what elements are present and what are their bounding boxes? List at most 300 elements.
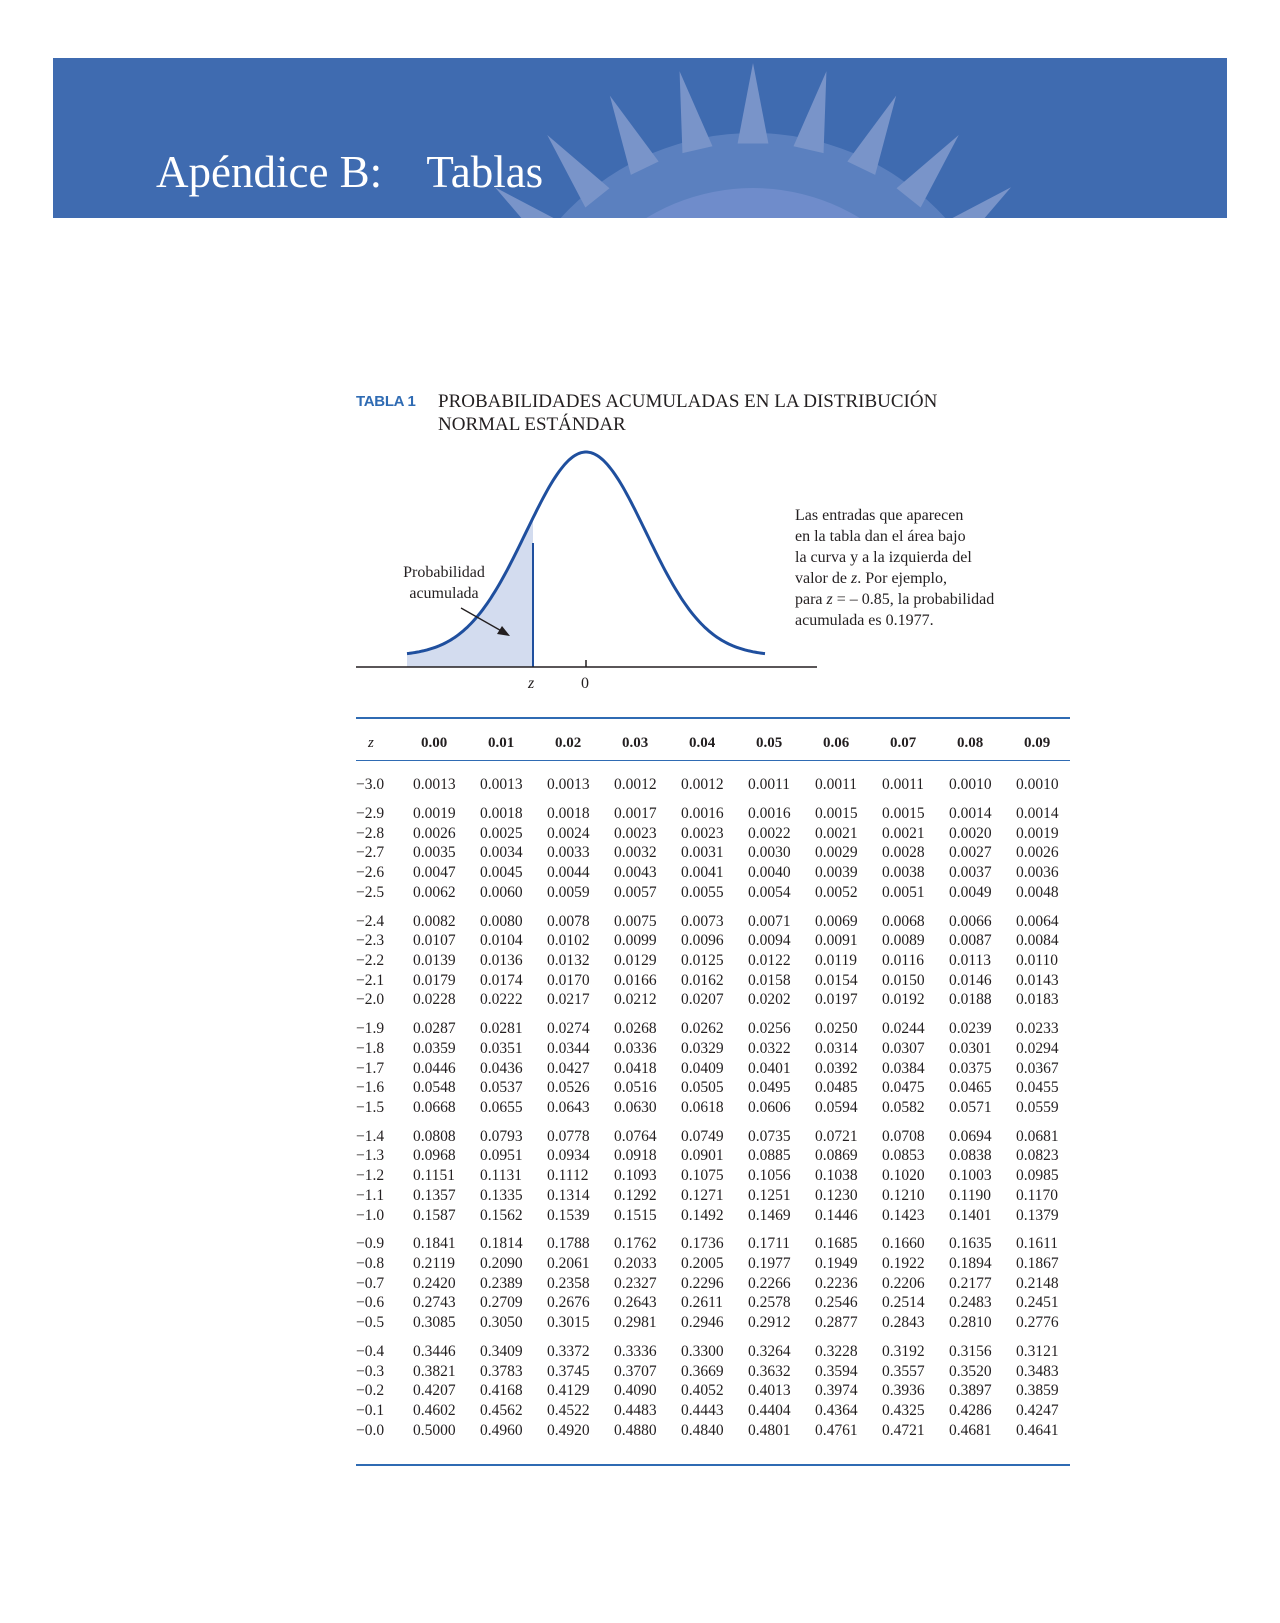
table-cell: 0.0139 — [413, 951, 456, 969]
table-cell: 0.1587 — [413, 1206, 456, 1224]
table-cell: 0.3974 — [815, 1382, 858, 1400]
table-cell: 0.1736 — [681, 1235, 724, 1253]
table-cell: 0.1423 — [882, 1206, 925, 1224]
table-row — [356, 1187, 1070, 1207]
table-cell: 0.0037 — [949, 863, 992, 881]
table-cell: 0.2389 — [480, 1274, 523, 1292]
table-cell: 0.0036 — [1016, 863, 1059, 881]
table-cell: 0.0038 — [882, 863, 925, 881]
table-cell: 0.0025 — [480, 824, 523, 842]
table-cell: 0.0013 — [547, 776, 590, 793]
table-cell: 0.0027 — [949, 844, 992, 862]
table-row — [356, 1343, 1070, 1363]
table-cell: 0.0162 — [681, 971, 724, 989]
table-cell: 0.1230 — [815, 1186, 858, 1204]
table-cell: 0.0681 — [1016, 1127, 1059, 1145]
table-cell: 0.3156 — [949, 1343, 992, 1360]
row-z-value: −0.4 — [356, 1343, 385, 1360]
table-cell: 0.0375 — [949, 1059, 992, 1077]
table-row — [356, 1128, 1070, 1148]
row-z-value: −0.2 — [356, 1382, 385, 1400]
table-cell: 0.0274 — [547, 1020, 590, 1038]
table-cell: 0.0011 — [815, 776, 858, 793]
table-cell: 0.3520 — [949, 1362, 992, 1380]
column-header: 0.06 — [823, 735, 850, 751]
desc-line5: para z = – 0.85, la probabilidad — [795, 591, 995, 608]
table-cell: 0.0107 — [413, 932, 456, 950]
table-cell: 0.2296 — [681, 1274, 724, 1292]
table-cell: 0.3821 — [413, 1362, 456, 1380]
table-row — [356, 1363, 1070, 1383]
table-cell: 0.0170 — [547, 971, 590, 989]
table-cell: 0.0212 — [614, 991, 657, 1009]
table-cell: 0.0594 — [815, 1098, 858, 1116]
table-cell: 0.0022 — [748, 824, 791, 842]
table-cell: 0.1788 — [547, 1235, 590, 1253]
table-cell: 0.4880 — [614, 1421, 657, 1439]
table-cell: 0.1335 — [480, 1186, 523, 1204]
desc-line1: Las entradas que aparecen — [795, 507, 964, 524]
table-cell: 0.0035 — [413, 844, 456, 862]
table-cell: 0.4247 — [1016, 1402, 1059, 1420]
row-z-value: −0.1 — [356, 1402, 385, 1420]
table-cell: 0.1539 — [547, 1206, 590, 1224]
table-cell: 0.2578 — [748, 1294, 791, 1312]
table-cell: 0.4721 — [882, 1421, 925, 1439]
column-header-z: z — [368, 735, 374, 751]
table-cell: 0.0764 — [614, 1127, 657, 1145]
prob-label-line1: Probabilidad — [403, 564, 485, 581]
table-cell: 0.1469 — [748, 1206, 791, 1224]
table-cell: 0.0023 — [614, 824, 657, 842]
table-cell: 0.2005 — [681, 1255, 724, 1273]
table-cell: 0.0392 — [815, 1059, 858, 1077]
table-cell: 0.4483 — [614, 1402, 657, 1420]
table-cell: 0.0901 — [681, 1147, 724, 1165]
table-cell: 0.1814 — [480, 1235, 523, 1253]
table-cell: 0.1611 — [1016, 1235, 1059, 1253]
table-cell: 0.0455 — [1016, 1079, 1059, 1097]
table-cell: 0.0359 — [413, 1039, 456, 1057]
table-row — [356, 972, 1070, 992]
table-cell: 0.4325 — [882, 1402, 925, 1420]
table-row — [356, 1402, 1070, 1422]
table-cell: 0.0537 — [480, 1079, 523, 1097]
table-cell: 0.4129 — [547, 1382, 590, 1400]
row-z-value: −1.6 — [356, 1079, 385, 1097]
table-cell: 0.0047 — [413, 863, 456, 881]
table-cell: 0.3085 — [413, 1314, 456, 1332]
table-cell: 0.4761 — [815, 1421, 858, 1439]
table-cell: 0.1492 — [681, 1206, 724, 1224]
table-cell: 0.0281 — [480, 1020, 523, 1038]
table-cell: 0.0418 — [614, 1059, 657, 1077]
table-cell: 0.0010 — [1016, 776, 1059, 793]
table-cell: 0.4404 — [748, 1402, 791, 1420]
table-cell: 0.1379 — [1016, 1206, 1059, 1224]
table-cell: 0.0262 — [681, 1020, 724, 1038]
table-cell: 0.0869 — [815, 1147, 858, 1165]
table-cell: 0.0012 — [681, 776, 724, 793]
table-cell: 0.0080 — [480, 912, 523, 930]
row-z-value: −2.2 — [356, 951, 385, 969]
table-cell: 0.0559 — [1016, 1098, 1059, 1116]
table-cell: 0.0934 — [547, 1147, 590, 1165]
table-cell: 0.0294 — [1016, 1039, 1059, 1057]
row-z-value: −2.6 — [356, 863, 385, 881]
column-header: 0.05 — [756, 735, 783, 751]
table-cell: 0.0041 — [681, 863, 724, 881]
column-header: 0.09 — [1024, 735, 1051, 751]
table-row — [356, 1422, 1070, 1442]
table-cell: 0.0808 — [413, 1127, 456, 1145]
table-cell: 0.4920 — [547, 1421, 590, 1439]
table-row — [356, 991, 1070, 1011]
table-cell: 0.0668 — [413, 1098, 456, 1116]
table-cell: 0.0174 — [480, 971, 523, 989]
table-cell: 0.0014 — [1016, 804, 1059, 822]
table-cell: 0.0075 — [614, 912, 657, 930]
row-z-value: −2.0 — [356, 991, 385, 1009]
table-cell: 0.0307 — [882, 1039, 925, 1057]
row-z-value: −1.9 — [356, 1020, 385, 1038]
table-cell: 0.1131 — [480, 1167, 523, 1185]
table-cell: 0.0084 — [1016, 932, 1059, 950]
table-cell: 0.1003 — [949, 1167, 992, 1185]
table-cell: 0.0749 — [681, 1127, 724, 1145]
normal-curve-figure — [0, 0, 1280, 720]
table-cell: 0.4052 — [681, 1382, 724, 1400]
table-cell: 0.3557 — [882, 1362, 925, 1380]
table-cell: 0.0034 — [480, 844, 523, 862]
table-cell: 0.2451 — [1016, 1294, 1059, 1312]
table-cell: 0.5000 — [413, 1421, 456, 1439]
table-cell: 0.2709 — [480, 1294, 523, 1312]
table-row — [356, 1235, 1070, 1255]
table-cell: 0.0129 — [614, 951, 657, 969]
table-cell: 0.0066 — [949, 912, 992, 930]
axis-zero-label: 0 — [581, 675, 589, 692]
table-cell: 0.1446 — [815, 1206, 858, 1224]
table-cell: 0.2611 — [681, 1294, 724, 1312]
table-cell: 0.0250 — [815, 1020, 858, 1038]
row-z-value: −1.5 — [356, 1098, 385, 1116]
table-cell: 0.2912 — [748, 1314, 791, 1332]
table-cell: 0.0146 — [949, 971, 992, 989]
table-cell: 0.0055 — [681, 883, 724, 901]
row-z-value: −2.1 — [356, 971, 385, 989]
table-cell: 0.1635 — [949, 1235, 992, 1253]
table-cell: 0.0166 — [614, 971, 657, 989]
table-row — [356, 864, 1070, 884]
table-cell: 0.0020 — [949, 824, 992, 842]
table-cell: 0.1515 — [614, 1206, 657, 1224]
table-cell: 0.0011 — [882, 776, 925, 793]
table-cell: 0.1685 — [815, 1235, 858, 1253]
table-cell: 0.1922 — [882, 1255, 925, 1273]
table-cell: 0.0838 — [949, 1147, 992, 1165]
table-cell: 0.1894 — [949, 1255, 992, 1273]
table-cell: 0.0021 — [815, 824, 858, 842]
table-cell: 0.0099 — [614, 932, 657, 950]
table-cell: 0.0367 — [1016, 1059, 1059, 1077]
table-cell: 0.0010 — [949, 776, 992, 793]
table-cell: 0.0150 — [882, 971, 925, 989]
table-cell: 0.0244 — [882, 1020, 925, 1038]
desc-line4: valor de z. Por ejemplo, — [795, 570, 947, 587]
table-cell: 0.4602 — [413, 1402, 456, 1420]
table-cell: 0.0217 — [547, 991, 590, 1009]
table-cell: 0.0019 — [1016, 824, 1059, 842]
table-title-line2: NORMAL ESTÁNDAR — [438, 414, 626, 435]
table-cell: 0.3050 — [480, 1314, 523, 1332]
table-cell: 0.1210 — [882, 1186, 925, 1204]
table-cell: 0.2206 — [882, 1274, 925, 1292]
table-cell: 0.2327 — [614, 1274, 657, 1292]
table-row — [356, 825, 1070, 845]
table-cell: 0.2177 — [949, 1274, 992, 1292]
table-cell: 0.0044 — [547, 863, 590, 881]
table-cell: 0.4013 — [748, 1382, 791, 1400]
table-cell: 0.0655 — [480, 1098, 523, 1116]
table-cell: 0.0039 — [815, 863, 858, 881]
table-cell: 0.2483 — [949, 1294, 992, 1312]
table-cell: 0.0122 — [748, 951, 791, 969]
table-cell: 0.0104 — [480, 932, 523, 950]
table-cell: 0.0049 — [949, 883, 992, 901]
table-cell: 0.0068 — [882, 912, 925, 930]
table-cell: 0.0401 — [748, 1059, 791, 1077]
row-z-value: −0.9 — [356, 1235, 385, 1253]
table-row — [356, 805, 1070, 825]
table-cell: 0.4168 — [480, 1382, 523, 1400]
table-row — [356, 1079, 1070, 1099]
table-cell: 0.0505 — [681, 1079, 724, 1097]
row-z-value: −0.6 — [356, 1294, 385, 1312]
table-cell: 0.2420 — [413, 1274, 456, 1292]
row-z-value: −2.4 — [356, 912, 385, 930]
table-cell: 0.0239 — [949, 1020, 992, 1038]
table-cell: 0.0110 — [1016, 951, 1059, 969]
table-cell: 0.3936 — [882, 1382, 925, 1400]
table-row — [356, 776, 1070, 796]
table-cell: 0.3669 — [681, 1362, 724, 1380]
table-cell: 0.0018 — [547, 804, 590, 822]
table-cell: 0.1271 — [681, 1186, 724, 1204]
table-cell: 0.0014 — [949, 804, 992, 822]
table-cell: 0.0032 — [614, 844, 657, 862]
table-cell: 0.4801 — [748, 1421, 791, 1439]
table-cell: 0.3446 — [413, 1343, 456, 1360]
table-cell: 0.0571 — [949, 1098, 992, 1116]
table-cell: 0.0885 — [748, 1147, 791, 1165]
table-cell: 0.0119 — [815, 951, 858, 969]
table-cell: 0.2358 — [547, 1274, 590, 1292]
table-cell: 0.0051 — [882, 883, 925, 901]
table-cell: 0.0057 — [614, 883, 657, 901]
table-cell: 0.0017 — [614, 804, 657, 822]
table-bottom-rule — [356, 1464, 1070, 1466]
table-cell: 0.3594 — [815, 1362, 858, 1380]
table-cell: 0.0091 — [815, 932, 858, 950]
row-z-value: −2.5 — [356, 883, 385, 901]
table-header-rule — [356, 760, 1070, 761]
table-cell: 0.3745 — [547, 1362, 590, 1380]
table-cell: 0.3121 — [1016, 1343, 1059, 1360]
table-title-line1: PROBABILIDADES ACUMULADAS EN LA DISTRIBUCIÓN — [438, 391, 938, 412]
table-cell: 0.0436 — [480, 1059, 523, 1077]
table-cell: 0.0125 — [681, 951, 724, 969]
table-cell: 0.4641 — [1016, 1421, 1059, 1439]
table-cell: 0.0228 — [413, 991, 456, 1009]
table-cell: 0.0094 — [748, 932, 791, 950]
table-row — [356, 1255, 1070, 1275]
table-cell: 0.0054 — [748, 883, 791, 901]
cumulative-probability-label — [394, 562, 494, 604]
table-cell: 0.0015 — [882, 804, 925, 822]
table-cell: 0.1251 — [748, 1186, 791, 1204]
table-cell: 0.0495 — [748, 1079, 791, 1097]
table-cell: 0.0132 — [547, 951, 590, 969]
table-cell: 0.1711 — [748, 1235, 791, 1253]
table-cell: 0.0019 — [413, 804, 456, 822]
table-cell: 0.0197 — [815, 991, 858, 1009]
table-cell: 0.3336 — [614, 1343, 657, 1360]
table-cell: 0.4681 — [949, 1421, 992, 1439]
table-cell: 0.0548 — [413, 1079, 456, 1097]
table-row — [356, 1060, 1070, 1080]
table-cell: 0.4364 — [815, 1402, 858, 1420]
table-cell: 0.0853 — [882, 1147, 925, 1165]
table-cell: 0.3264 — [748, 1343, 791, 1360]
table-cell: 0.2546 — [815, 1294, 858, 1312]
table-cell: 0.0475 — [882, 1079, 925, 1097]
column-header: 0.03 — [622, 735, 649, 751]
table-cell: 0.4840 — [681, 1421, 724, 1439]
table-cell: 0.0102 — [547, 932, 590, 950]
table-cell: 0.4443 — [681, 1402, 724, 1420]
table-cell: 0.0202 — [748, 991, 791, 1009]
table-cell: 0.0301 — [949, 1039, 992, 1057]
table-cell: 0.3897 — [949, 1382, 992, 1400]
table-cell: 0.1562 — [480, 1206, 523, 1224]
table-cell: 0.0043 — [614, 863, 657, 881]
table-cell: 0.0073 — [681, 912, 724, 930]
table-cell: 0.0136 — [480, 951, 523, 969]
prob-label-line2: acumulada — [409, 585, 479, 602]
table-cell: 0.1292 — [614, 1186, 657, 1204]
table-cell: 0.3483 — [1016, 1362, 1059, 1380]
table-cell: 0.1660 — [882, 1235, 925, 1253]
table-cell: 0.1151 — [413, 1167, 456, 1185]
table-row — [356, 1207, 1070, 1227]
table-cell: 0.0026 — [1016, 844, 1059, 862]
row-z-value: −1.7 — [356, 1059, 385, 1077]
table-cell: 0.3228 — [815, 1343, 858, 1360]
table-cell: 0.2266 — [748, 1274, 791, 1292]
table-cell: 0.1056 — [748, 1167, 791, 1185]
table-cell: 0.0031 — [681, 844, 724, 862]
table-cell: 0.0012 — [614, 776, 657, 793]
table-cell: 0.0069 — [815, 912, 858, 930]
table-cell: 0.0018 — [480, 804, 523, 822]
table-cell: 0.1949 — [815, 1255, 858, 1273]
table-cell: 0.0016 — [681, 804, 724, 822]
table-cell: 0.0735 — [748, 1127, 791, 1145]
desc-line6: acumulada es 0.1977. — [795, 612, 934, 629]
table-cell: 0.0384 — [882, 1059, 925, 1077]
table-cell: 0.1977 — [748, 1255, 791, 1273]
table-cell: 0.0154 — [815, 971, 858, 989]
table-number: TABLA 1 — [356, 393, 416, 410]
table-cell: 0.3707 — [614, 1362, 657, 1380]
table-cell: 0.0059 — [547, 883, 590, 901]
table-cell: 0.0188 — [949, 991, 992, 1009]
table-top-rule — [356, 717, 1070, 719]
row-z-value: −1.1 — [356, 1186, 385, 1204]
table-cell: 0.4960 — [480, 1421, 523, 1439]
table-cell: 0.0023 — [681, 824, 724, 842]
table-cell: 0.0183 — [1016, 991, 1059, 1009]
table-cell: 0.2643 — [614, 1294, 657, 1312]
table-body — [356, 776, 1070, 1441]
table-cell: 0.3632 — [748, 1362, 791, 1380]
table-cell: 0.1020 — [882, 1167, 925, 1185]
row-z-value: −1.8 — [356, 1039, 385, 1057]
row-z-value: −0.5 — [356, 1314, 385, 1332]
table-cell: 0.0643 — [547, 1098, 590, 1116]
table-cell: 0.1038 — [815, 1167, 858, 1185]
table-cell: 0.0030 — [748, 844, 791, 862]
table-cell: 0.0179 — [413, 971, 456, 989]
table-cell: 0.0026 — [413, 824, 456, 842]
table-cell: 0.0082 — [413, 912, 456, 930]
table-cell: 0.0314 — [815, 1039, 858, 1057]
table-cell: 0.0013 — [480, 776, 523, 793]
column-header: 0.02 — [555, 735, 582, 751]
column-header: 0.01 — [488, 735, 515, 751]
table-cell: 0.0113 — [949, 951, 992, 969]
table-cell: 0.3300 — [681, 1343, 724, 1360]
table-cell: 0.2843 — [882, 1314, 925, 1332]
table-cell: 0.0192 — [882, 991, 925, 1009]
table-cell: 0.0268 — [614, 1020, 657, 1038]
table-cell: 0.0089 — [882, 932, 925, 950]
desc-line3: la curva y a la izquierda del — [795, 549, 972, 566]
table-row — [356, 1099, 1070, 1119]
table-cell: 0.4090 — [614, 1382, 657, 1400]
table-cell: 0.2090 — [480, 1255, 523, 1273]
column-header: 0.04 — [689, 735, 716, 751]
table-cell: 0.0322 — [748, 1039, 791, 1057]
row-z-value: −1.0 — [356, 1206, 385, 1224]
table-cell: 0.3192 — [882, 1343, 925, 1360]
column-header: 0.08 — [957, 735, 984, 751]
table-cell: 0.0116 — [882, 951, 925, 969]
table-cell: 0.0052 — [815, 883, 858, 901]
figure-description — [795, 505, 1035, 631]
table-cell: 0.2119 — [413, 1255, 456, 1273]
table-cell: 0.0087 — [949, 932, 992, 950]
table-cell: 0.3015 — [547, 1314, 590, 1332]
table-cell: 0.0222 — [480, 991, 523, 1009]
table-cell: 0.0329 — [681, 1039, 724, 1057]
row-z-value: −0.8 — [356, 1255, 385, 1273]
table-cell: 0.0071 — [748, 912, 791, 930]
table-row — [356, 1275, 1070, 1295]
column-header: 0.07 — [890, 735, 917, 751]
table-row — [356, 1040, 1070, 1060]
